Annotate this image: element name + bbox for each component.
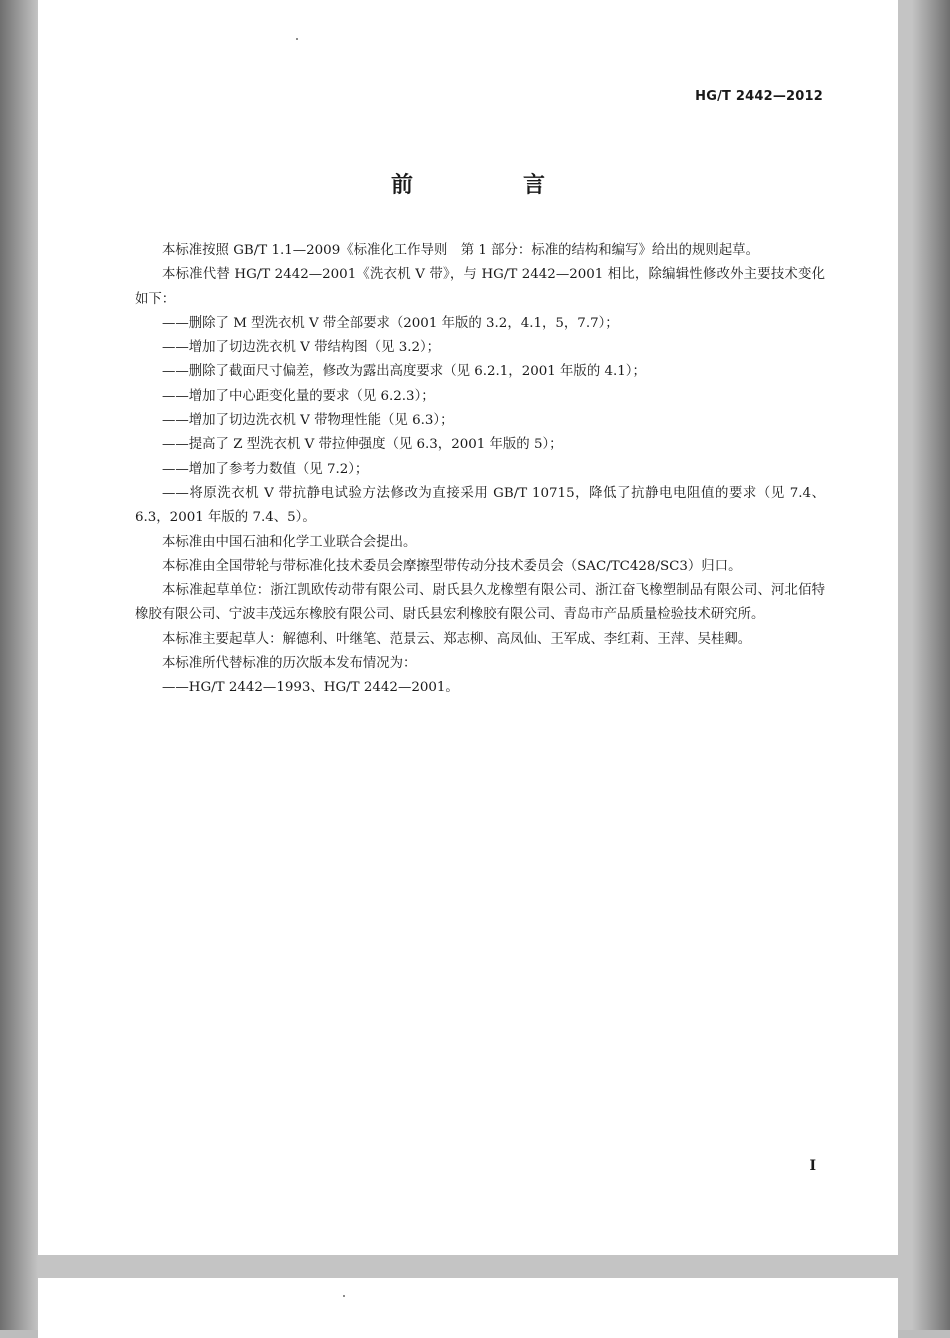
standard-code-header: HG/T 2442—2012 — [695, 89, 823, 104]
paragraph: 本标准按照 GB/T 1.1—2009《标准化工作导则 第 1 部分：标准的结构和编写》给出的规则起草。 — [162, 243, 759, 258]
change-item: ——增加了中心距变化量的要求（见 6.2.3）； — [162, 388, 435, 404]
change-item: ——HG/T 2442—1993、HG/T 2442—2001。 — [162, 680, 459, 696]
change-item: ——删除了截面尺寸偏差，修改为露出高度要求（见 6.2.1，2001 年版的 4.1）； — [162, 364, 646, 380]
page-number: I — [809, 1158, 816, 1174]
paragraph: 本标准主要起草人：解德利、叶继笔、范景云、郑志柳、高凤仙、王军成、李红莉、王萍、吴桂卿。 — [162, 631, 752, 647]
paragraph: 本标准代替 HG/T 2442—2001《洗衣机 V 带》，与 HG/T 2442—2001 相比，除编辑性修改外主要技术变化如下： — [135, 267, 825, 307]
scan-speck — [296, 38, 298, 40]
change-item: ——提高了 Z 型洗衣机 V 带拉伸强度（见 6.3，2001 年版的 5）； — [162, 437, 563, 453]
change-item: ——将原洗衣机 V 带抗静电试验方法修改为直接采用 GB/T 10715，降低了抗静电电阻值的要求（见 7.4、6.3，2001 年版的 7.4、5）。 — [135, 485, 825, 526]
change-item: ——增加了切边洗衣机 V 带结构图（见 3.2）； — [162, 340, 441, 356]
change-item: ——删除了 M 型洗衣机 V 带全部要求（2001 年版的 3.2，4.1，5，7.7）； — [162, 315, 619, 331]
next-document-page — [38, 1278, 898, 1338]
paragraph: 本标准由中国石油和化学工业联合会提出。 — [162, 534, 417, 550]
document-page — [38, 0, 898, 1255]
preface-body — [135, 239, 825, 701]
paragraph: 本标准所代替标准的历次版本发布情况为： — [162, 656, 417, 672]
scan-speck — [343, 1295, 345, 1297]
preface-title: 前 言 — [390, 173, 589, 198]
change-item: ——增加了参考力数值（见 7.2）； — [162, 461, 369, 477]
paragraph: 本标准起草单位：浙江凯欧传动带有限公司、尉氏县久龙橡塑有限公司、浙江奋飞橡塑制品有限公司、河北佰特橡胶有限公司、宁波丰茂远东橡胶有限公司、尉氏县宏利橡胶有限公司、青岛市产品质量检验技术研究所。 — [135, 583, 825, 623]
paragraph: 本标准由全国带轮与带标准化技术委员会摩擦型带传动分技术委员会（SAC/TC428/SC3）归口。 — [162, 558, 742, 574]
change-item: ——增加了切边洗衣机 V 带物理性能（见 6.3）； — [162, 413, 454, 429]
